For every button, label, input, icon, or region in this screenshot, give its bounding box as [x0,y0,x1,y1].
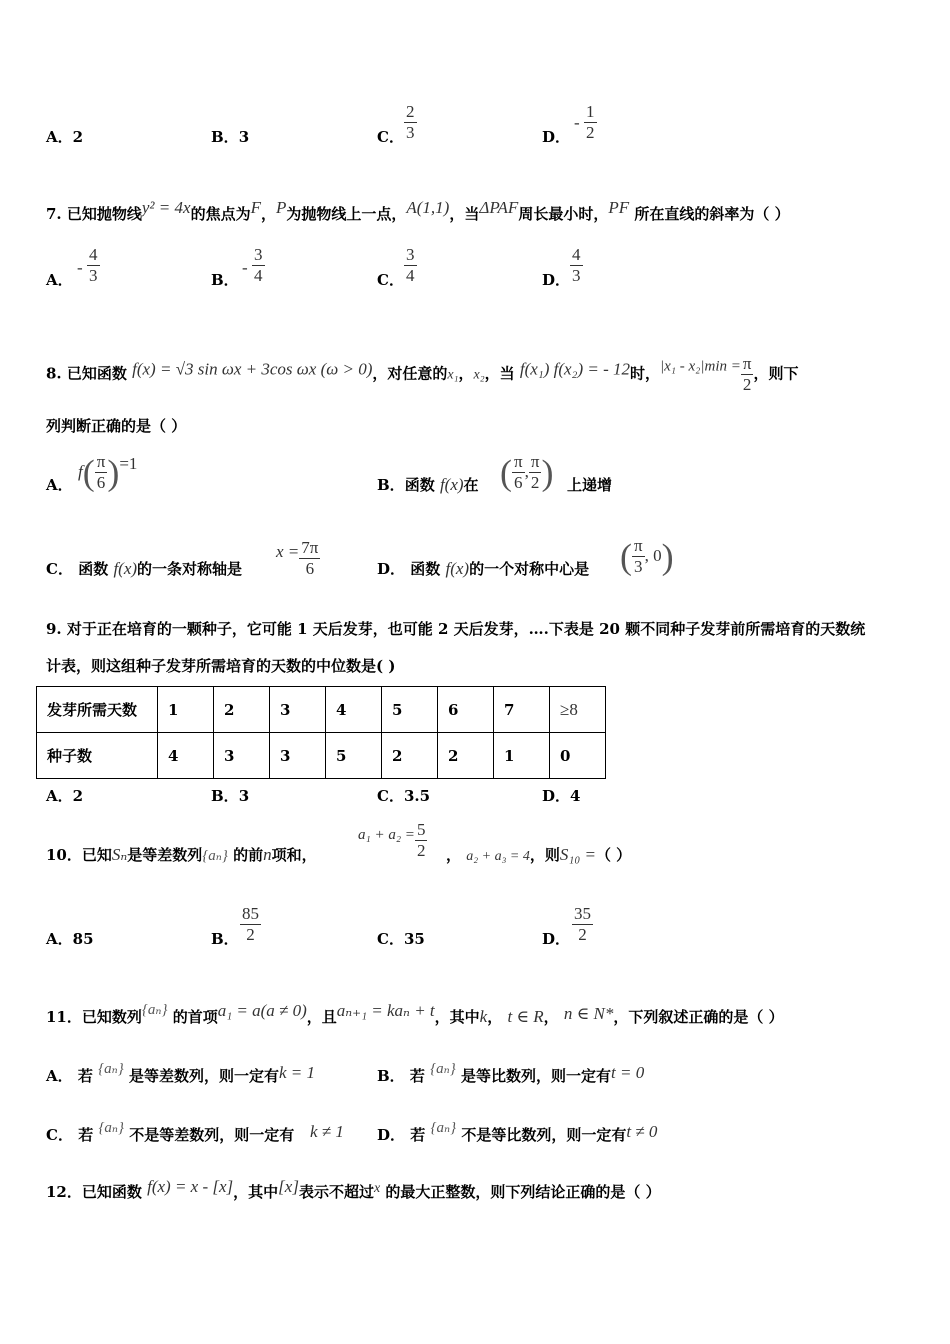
q6-option-b[interactable]: B．3 [211,128,250,146]
q6-option-d-sign: - [574,113,580,132]
q11-option-b[interactable]: B． 若 {aₙ} 是等比数列，则一定有t = 0 [377,1061,645,1085]
q6-option-a[interactable]: A．2 [46,128,84,146]
table-row [37,687,606,733]
q10-eq1: a₁ + a₂ = $\frac{5}{2}$ [358,820,426,860]
q8-option-b-interval: ( $\frac{\pi}{6}$ , $\frac{\pi}{2}$ ) [500,452,554,493]
q7-option-a[interactable]: A． [46,271,73,289]
table-cell: 4 [326,687,382,733]
q10-stem-cont: ， a₂ + a₃ = 4，则S₁₀ =（ ） [446,845,632,864]
q7-option-b-fraction: $\frac{3}{4}$ [254,245,263,285]
table-cell: 2 [438,733,494,779]
q7-option-b[interactable]: B． [211,271,239,289]
table-cell: 6 [438,687,494,733]
table-cell: ≥8 [550,687,606,733]
q9-option-d[interactable]: D．4 [542,787,581,805]
q9-option-b[interactable]: B．3 [211,787,250,805]
q10-option-d[interactable]: D． [542,930,571,948]
table-cell: 2 [382,733,438,779]
q9-table [36,686,606,779]
table-cell: 0 [550,733,606,779]
table-cell: 1 [494,733,550,779]
q7-option-a-fraction: $\frac{4}{3}$ [89,245,98,285]
table-cell: 1 [158,687,214,733]
q9-stem: 9. 对于正在培育的一颗种子，它可能 1 天后发芽，也可能 2 天后发芽，….下表是 20 颗不同种子发芽前所需培育的天数统 [46,620,866,638]
q7-option-a-sign: - [77,258,83,277]
q7-option-b-sign: - [242,258,248,277]
q8-option-a-expr: f( $\frac{\pi}{6}$ )=1 [78,452,138,493]
table-cell: 3 [270,733,326,779]
q8-option-b-tail: 上递增 [567,476,613,494]
q8-option-c-expr: x = $\frac{7\pi}{6}$ [276,538,319,578]
q11-option-c[interactable]: C． 若 {aₙ} 不是等差数列，则一定有 k ≠ 1 [46,1120,344,1144]
q11-option-d[interactable]: D． 若 {aₙ} 不是等比数列，则一定有t ≠ 0 [377,1120,658,1144]
q8-option-b[interactable]: B．函数 f(x)在 [377,475,479,494]
q8-option-c[interactable]: C． 函数 f(x)的一条对称轴是 [46,559,243,578]
q10-option-d-fraction: $\frac{35}{2}$ [574,904,591,944]
q6-option-c-fraction: $\frac{2}{3}$ [406,102,415,142]
q10-option-b[interactable]: B． [211,930,239,948]
q6-option-d-fraction: $\frac{1}{2}$ [586,102,595,142]
q8-option-d-point: ( $\frac{\pi}{3}$ , 0) [620,536,674,577]
q7-option-c[interactable]: C． [377,271,404,289]
table-cell: 5 [326,733,382,779]
q7-stem: 7. 已知抛物线y² = 4x的焦点为F，P为抛物线上一点，A(1,1)，当ΔPAF周长最小时，PF 所在直线的斜率为（ ） [46,198,790,223]
q9-option-a[interactable]: A．2 [46,787,84,805]
q11-option-a[interactable]: A． 若 {aₙ} 是等差数列，则一定有k = 1 [46,1061,315,1085]
q9-stem-cont: 计表，则这组种子发芽所需培育的天数的中位数是( ) [46,657,396,675]
q7-option-d-fraction: $\frac{4}{3}$ [572,245,581,285]
q8-stem: 8. 已知函数 f(x) = √3 sin ωx + 3cos ωx (ω > 0)，对任意的x₁，x₂，当 f(x₁) f(x₂) = - 12时，|x₁ - x₂|min = $\frac{\pi}{2}$ ，则下 [46,354,799,394]
q7-option-d[interactable]: D． [542,271,571,289]
table-cell: 7 [494,687,550,733]
table-cell: 4 [158,733,214,779]
q7-option-c-fraction: $\frac{3}{4}$ [406,245,415,285]
table-row [37,733,606,779]
q8-stem-cont: 列判断正确的是（ ） [46,417,187,435]
table-cell: 3 [214,733,270,779]
q12-stem: 12．已知函数 f(x) = x - [x]，其中[x]表示不超过x 的最大正整数，则下列结论正确的是（ ） [46,1177,661,1201]
q9-option-c[interactable]: C．3.5 [377,787,431,805]
q8-option-d[interactable]: D． 函数 f(x)的一个对称中心是 [377,559,590,578]
q10-option-b-fraction: $\frac{85}{2}$ [242,904,259,944]
q6-option-c[interactable]: C． [377,128,404,146]
q10-stem: 10．已知Sₙ是等差数列{aₙ} 的前n项和， [46,845,317,864]
q6-option-d[interactable]: D． [542,128,571,146]
table-cell: 发芽所需天数 [37,687,158,733]
q11-stem: 11．已知数列{aₙ} 的首项a₁ = a(a ≠ 0)，且aₙ₊₁ = kaₙ + t，其中k， t ∈ R， n ∈ N*，下列叙述正确的是（ ） [46,1001,784,1026]
q10-option-a[interactable]: A．85 [46,930,94,948]
q10-option-c[interactable]: C．35 [377,930,425,948]
table-cell: 2 [214,687,270,733]
q8-option-a[interactable]: A． [46,476,73,494]
table-cell: 3 [270,687,326,733]
table-cell: 种子数 [37,733,158,779]
table-cell: 5 [382,687,438,733]
